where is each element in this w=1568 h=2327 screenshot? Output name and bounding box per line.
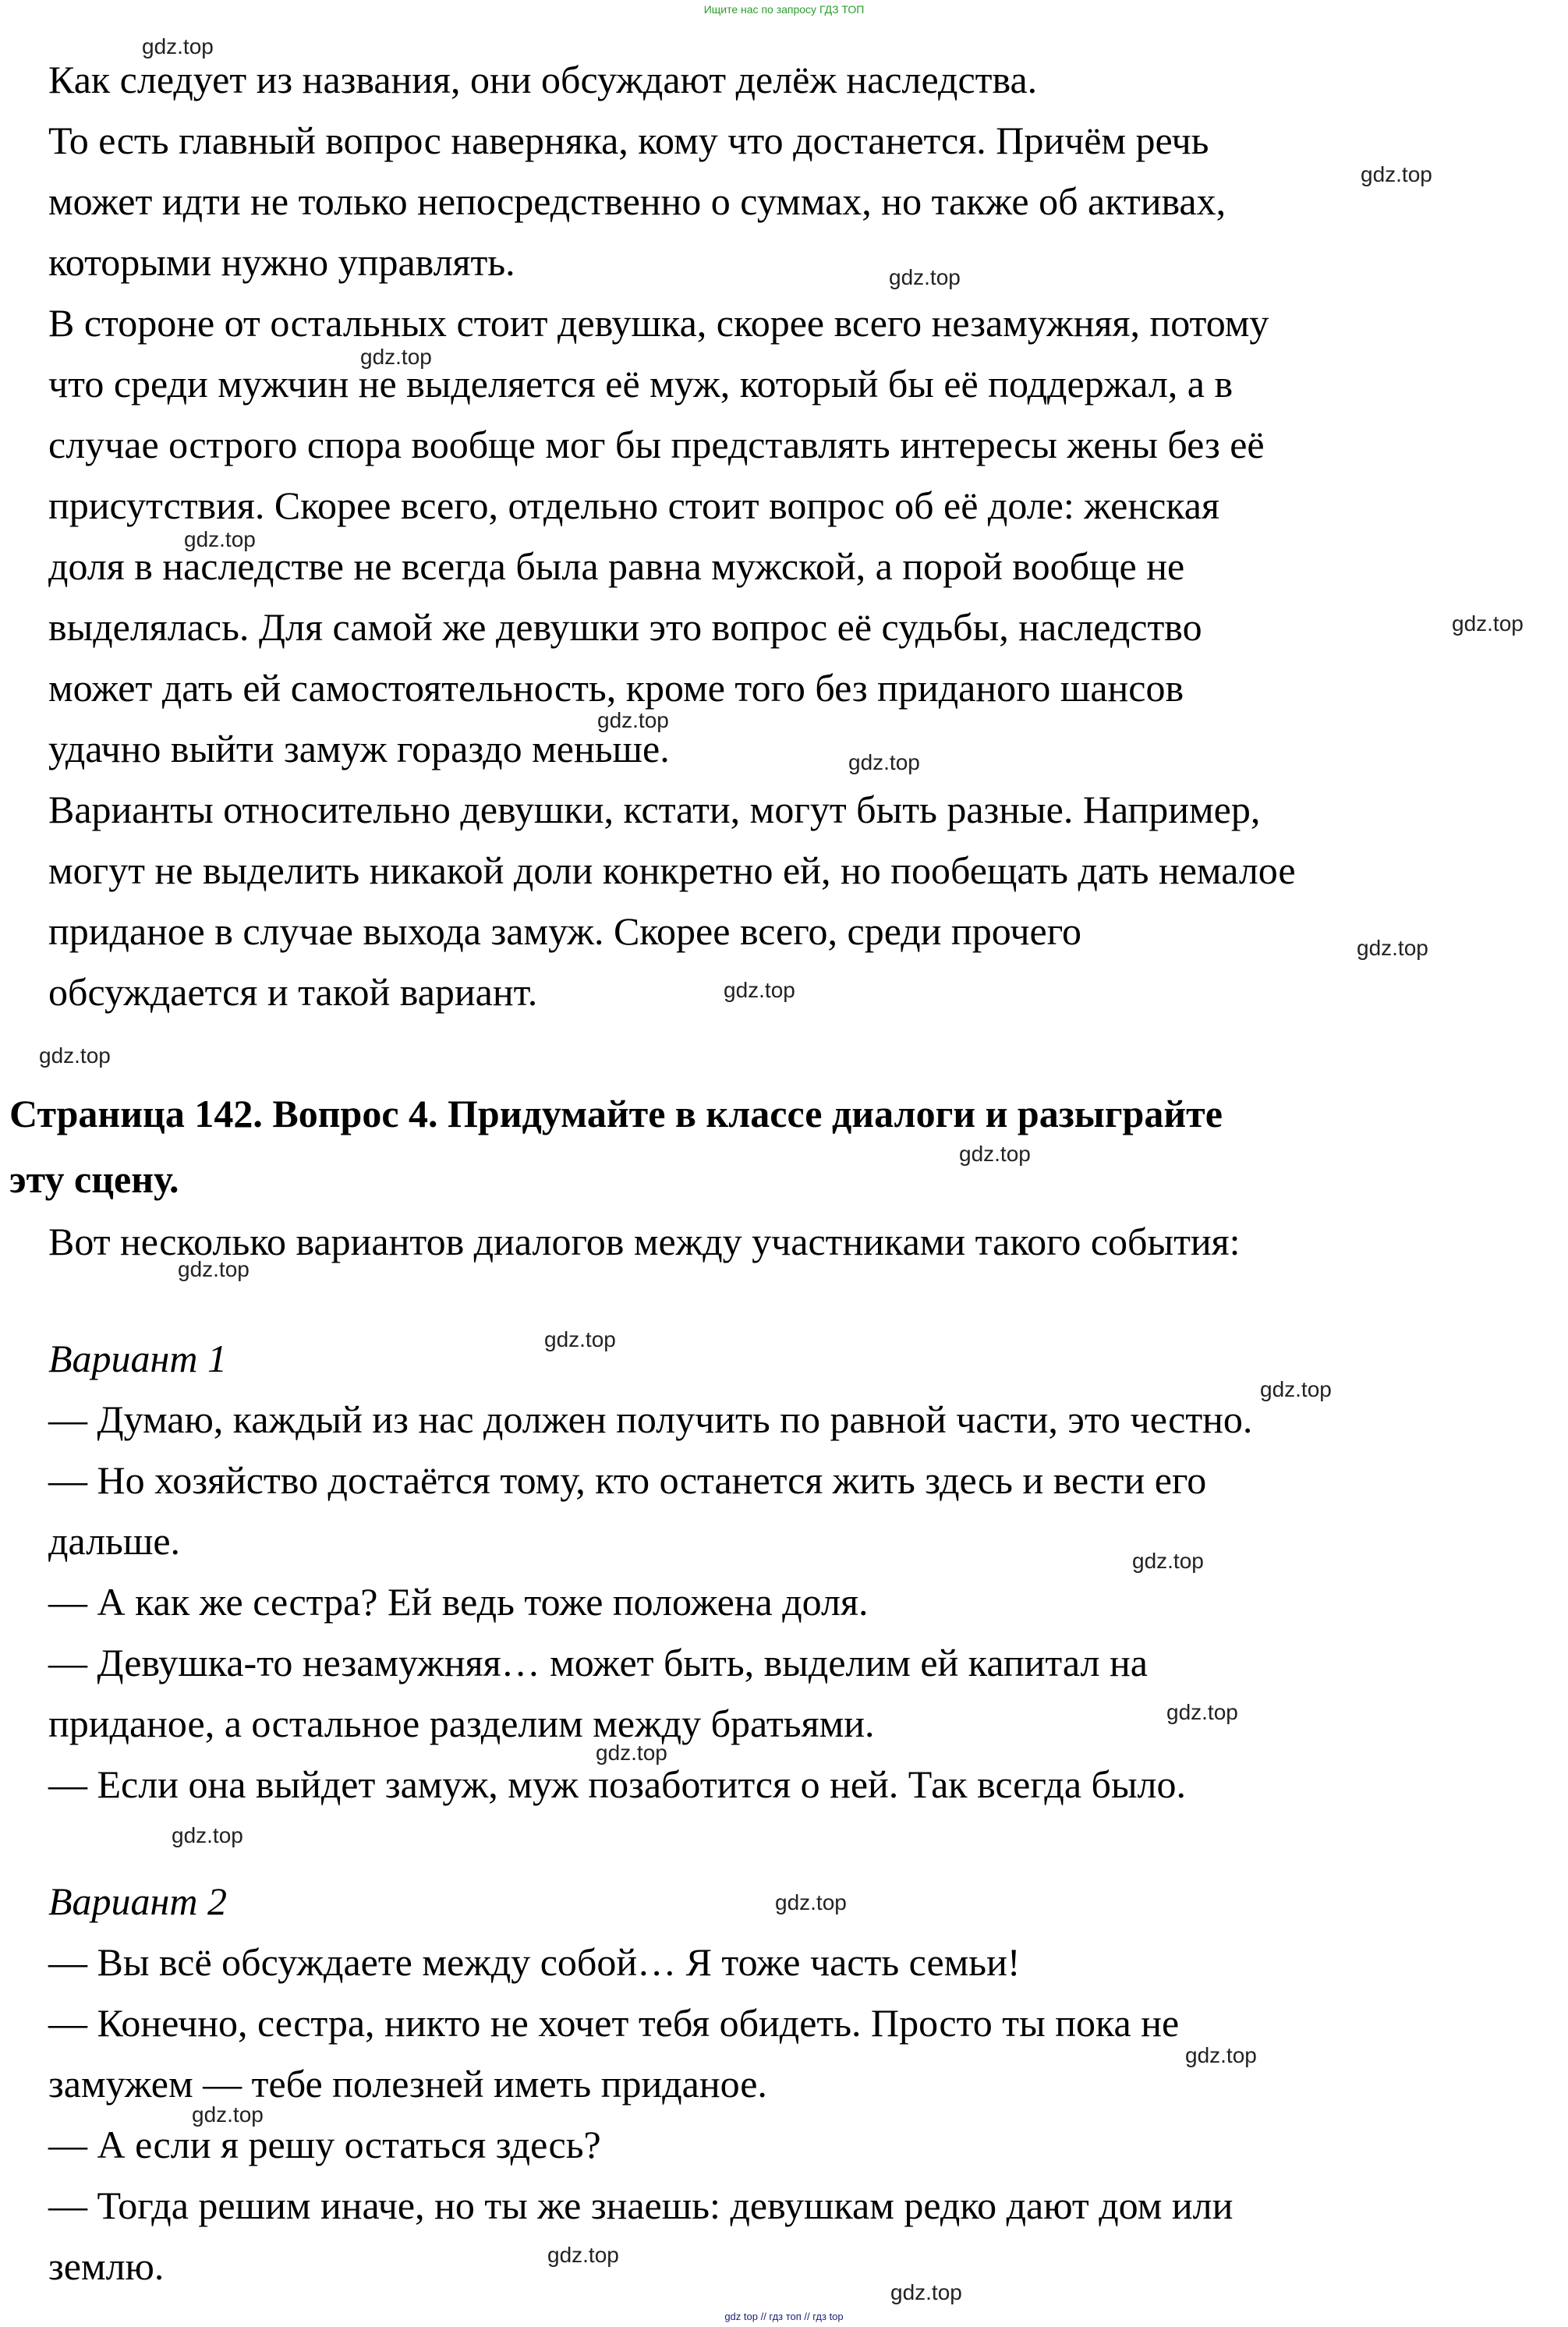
section-heading: эту сцену. [9,1157,179,1201]
watermark: gdz.top [1132,1549,1204,1573]
dialogue-line: дальше. [48,1519,181,1563]
watermark: gdz.top [597,708,669,732]
watermark: gdz.top [775,1890,847,1914]
variant-title: Вариант 2 [48,1879,227,1923]
dialogue-line: — Тогда решим иначе, но ты же знаешь: девушкам редко дают дом или [48,2184,1234,2227]
text-line: присутствия. Скорее всего, отдельно стоит вопрос об её доле: женская [48,483,1220,527]
text-line: Варианты относительно девушки, кстати, могут быть разные. Например, [48,788,1261,831]
watermark: gdz.top [959,1142,1031,1166]
watermark: gdz.top [142,34,214,58]
watermark: gdz.top [1357,936,1428,960]
dialogue-line: замужем — тебе полезней иметь приданое. [48,2062,767,2106]
section-heading: Страница 142. Вопрос 4. Придумайте в классе диалоги и разыграйте [9,1092,1223,1135]
watermark: gdz.top [39,1043,111,1068]
dialogue-line: — Вы всё обсуждаете между собой… Я тоже часть семьи! [48,1940,1021,1984]
text-line: доля в наследстве не всегда была равна мужской, а порой вообще не [48,544,1185,588]
watermark: gdz.top [547,2243,619,2267]
text-line: удачно выйти замуж гораздо меньше. [48,727,670,770]
watermark: gdz.top [178,1257,250,1281]
dialogue-line: — Девушка-то незамужняя… может быть, выделим ей капитал на [48,1641,1148,1684]
watermark: gdz.top [1166,1700,1238,1724]
text-line: Как следует из названия, они обсуждают делёж наследства. [48,58,1038,101]
watermark: gdz.top [848,750,920,774]
dialogue-line: — А как же сестра? Ей ведь тоже положена доля. [48,1580,869,1624]
dialogue-line: — Если она выйдет замуж, муж позаботится о ней. Так всегда было. [48,1762,1187,1806]
text-line: То есть главный вопрос наверняка, кому что достанется. Причём речь [48,119,1209,162]
watermark: gdz.top [890,2280,962,2304]
dialogue-line: — Конечно, сестра, никто не хочет тебя обидеть. Просто ты пока не [48,2001,1180,2045]
watermark: gdz.top [544,1327,616,1351]
watermark: gdz.top [192,2102,264,2127]
top-banner: Ищите нас по запросу ГДЗ ТОП [703,3,865,16]
dialogue-line: — Думаю, каждый из нас должен получить по равной части, это честно. [48,1397,1253,1441]
text-line: может дать ей самостоятельность, кроме того без приданого шансов [48,666,1184,710]
footer-links: gdz top // гдз топ // гдз top [724,2311,844,2322]
watermark: gdz.top [1260,1377,1332,1401]
text-line: что среди мужчин не выделяется её муж, который бы её поддержал, а в [48,362,1234,406]
text-line: обсуждается и такой вариант. [48,970,538,1014]
text-line: может идти не только непосредственно о суммах, но также об активах, [48,179,1226,223]
text-line: могут не выделить никакой доли конкретно ей, но пообещать дать немалое [48,848,1296,892]
dialogue-line: землю. [48,2244,165,2288]
dialogue-line: — А если я решу остаться здесь? [48,2123,601,2166]
text-line: В стороне от остальных стоит девушка, скорее всего незамужняя, потому [48,301,1269,345]
intro-line: Вот несколько вариантов диалогов между участниками такого события: [48,1220,1241,1263]
watermark: gdz.top [724,978,795,1002]
watermark: gdz.top [1361,162,1432,186]
dialogue-line: — Но хозяйство достаётся тому, кто останется жить здесь и вести его [48,1458,1207,1502]
watermark: gdz.top [596,1741,667,1765]
watermark: gdz.top [360,345,432,369]
text-line: случае острого спора вообще мог бы представлять интересы жены без её [48,423,1265,466]
variant-title: Вариант 1 [48,1337,227,1380]
watermark: gdz.top [1185,2043,1257,2067]
text-line: выделялась. Для самой же девушки это вопрос её судьбы, наследство [48,605,1202,649]
text-line: которыми нужно управлять. [48,240,515,284]
watermark: gdz.top [184,527,256,551]
watermark: gdz.top [889,265,961,289]
dialogue-line: приданое, а остальное разделим между братьями. [48,1702,875,1745]
watermark: gdz.top [172,1823,243,1847]
text-line: приданое в случае выхода замуж. Скорее всего, среди прочего [48,909,1081,953]
watermark: gdz.top [1452,611,1524,636]
